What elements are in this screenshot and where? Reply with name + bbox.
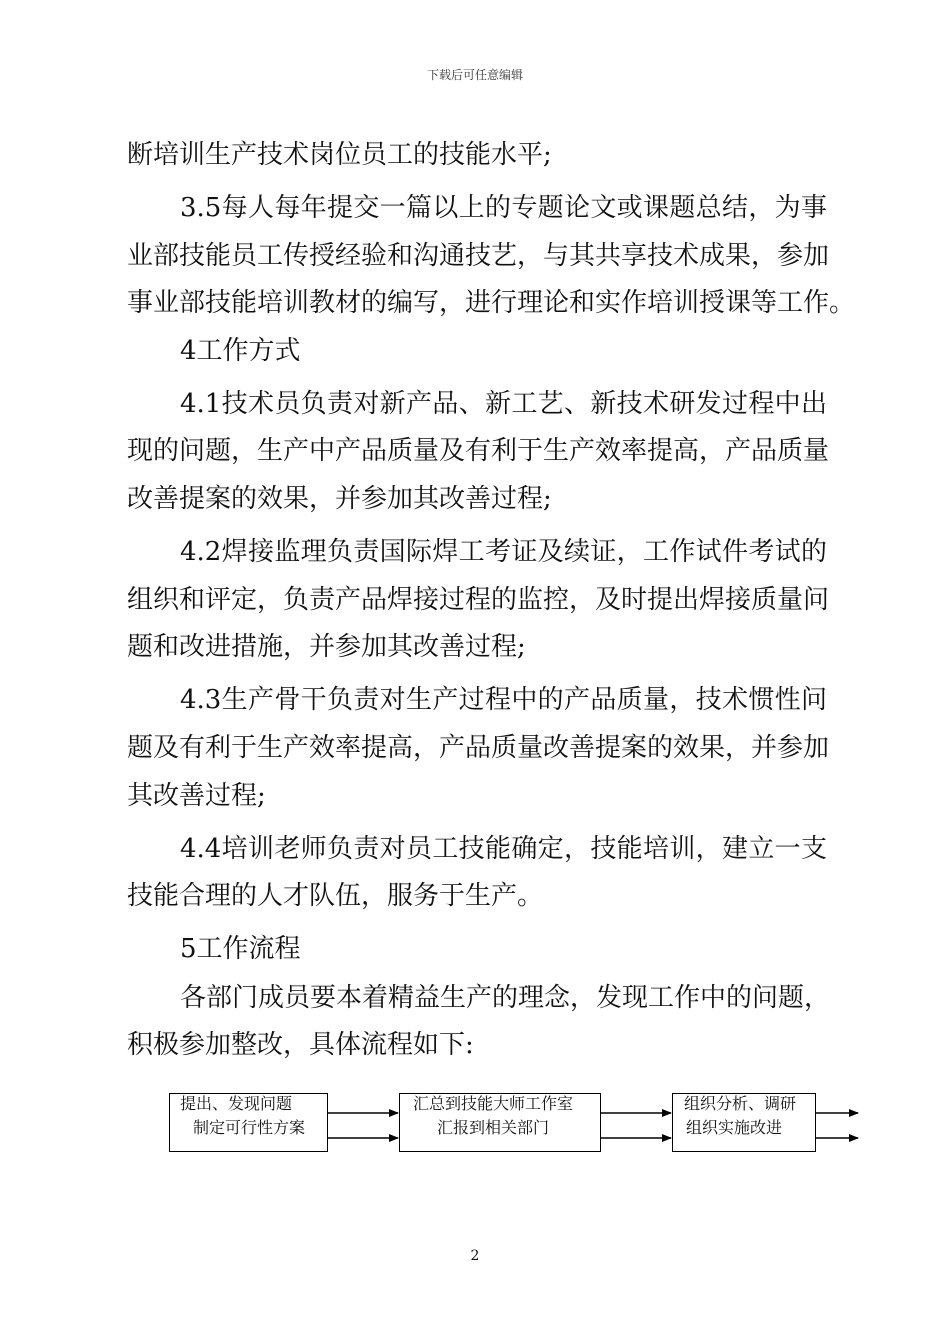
- flow-box-2-line2: 汇报到相关部门: [437, 1118, 550, 1137]
- body-line: 4.4培训老师负责对员工技能确定，技能培训，建立一支: [180, 834, 827, 864]
- body-line: 业部技能员工传授经验和沟通技艺，与其共享技术成果，参加: [127, 241, 830, 271]
- body-line: 改善提案的效果，并参加其改善过程;: [127, 484, 552, 514]
- body-line: 题及有利于生产效率提高，产品质量改善提案的效果，并参加: [127, 733, 830, 763]
- flow-box-3-line1: 组织分析、调研: [684, 1094, 797, 1113]
- body-line: 4.2焊接监理负责国际焊工考证及续证，工作试件考试的: [180, 537, 827, 567]
- body-line: 各部门成员要本着精益生产的理念，发现工作中的问题，: [180, 983, 831, 1013]
- flow-box-2-line1: 汇总到技能大师工作室: [413, 1094, 574, 1113]
- body-line: 其改善过程;: [127, 781, 266, 811]
- body-line: 题和改进措施，并参加其改善过程;: [127, 632, 526, 662]
- body-line: 3.5每人每年提交一篇以上的专题论文或课题总结，为事: [180, 193, 827, 223]
- body-line: 4.1技术员负责对新产品、新工艺、新技术研发过程中出: [180, 389, 827, 419]
- body-line: 积极参加整改，具体流程如下:: [127, 1030, 474, 1060]
- flow-box-3-line2: 组织实施改进: [686, 1118, 783, 1137]
- body-line: 技能合理的人才队伍，服务于生产。: [127, 881, 544, 911]
- body-line: 4.3生产骨干负责对生产过程中的产品质量，技术惯性问: [180, 685, 827, 715]
- page-number: 2: [470, 1248, 480, 1264]
- flow-box-1-line2: 制定可行性方案: [193, 1118, 306, 1137]
- body-line: 事业部技能培训教材的编写，进行理论和实作培训授课等工作。: [127, 288, 856, 318]
- body-line: 现的问题，生产中产品质量及有利于生产效率提高，产品质量: [127, 436, 830, 466]
- section-heading: 4工作方式: [180, 336, 301, 366]
- body-line: 组织和评定，负责产品焊接过程的监控，及时提出焊接质量问: [127, 585, 830, 615]
- body-line: 断培训生产技术岗位员工的技能水平;: [127, 140, 552, 170]
- section-heading: 5工作流程: [180, 934, 301, 964]
- page-header: 下载后可任意编辑: [426, 68, 523, 82]
- flow-box-1-line1: 提出、发现问题: [180, 1094, 293, 1113]
